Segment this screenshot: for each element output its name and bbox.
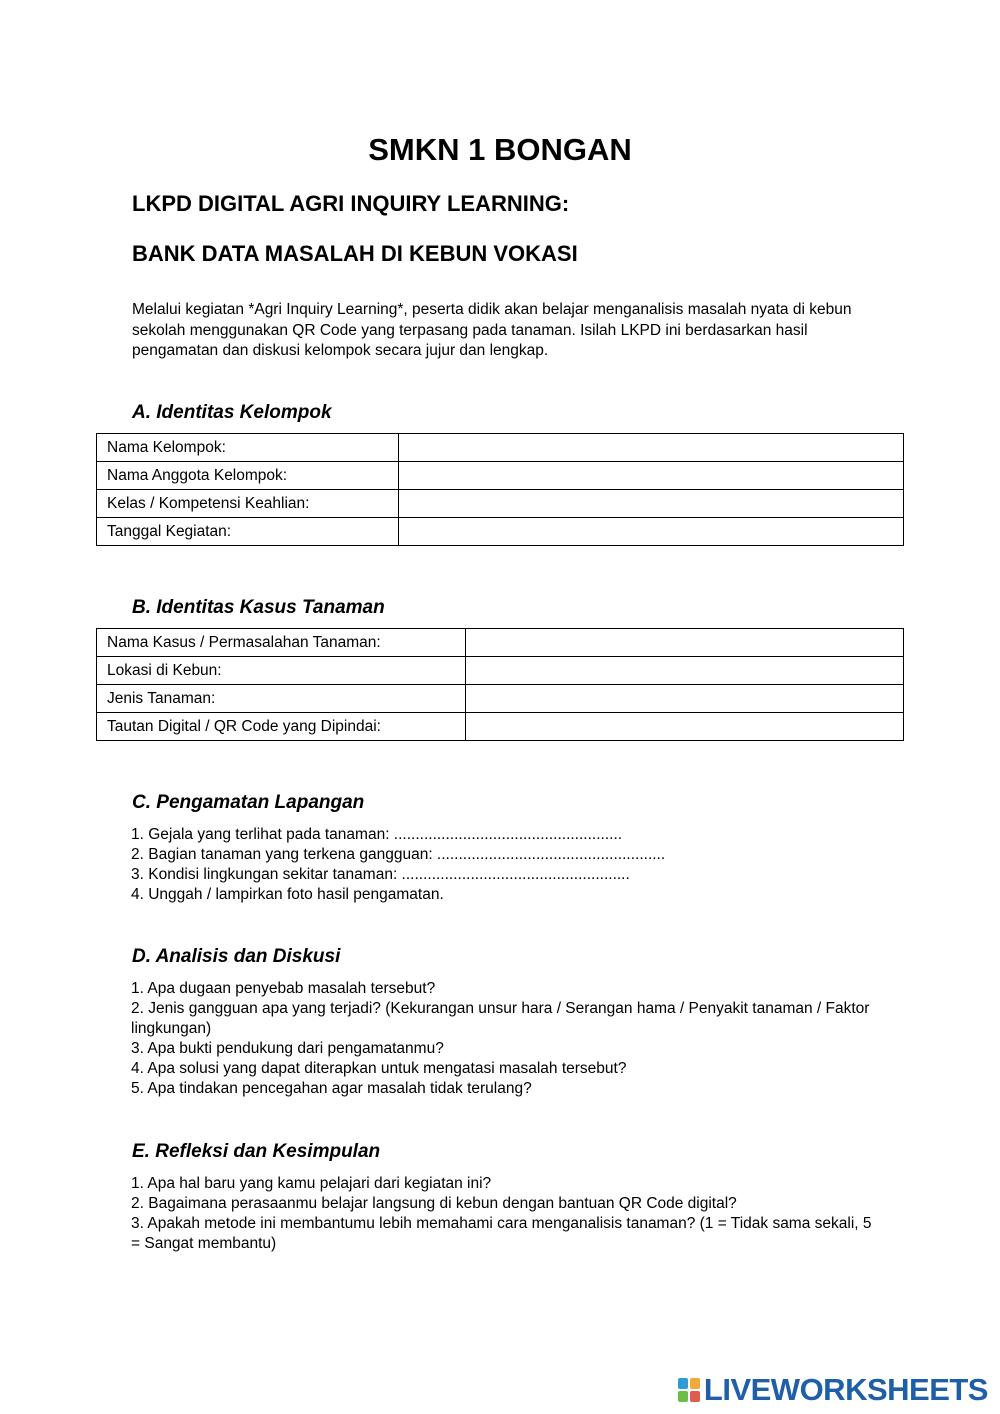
case-name-field[interactable] — [466, 629, 904, 657]
table-row — [97, 657, 904, 685]
logo-tile — [678, 1391, 688, 1402]
worksheet-subtitle: LKPD DIGITAL AGRI INQUIRY LEARNING: — [132, 191, 570, 216]
list-item: 2. Jenis gangguan apa yang terjadi? (Kekurangan unsur hara / Serangan hama / Penyakit tanaman / Faktor lingkungan) — [131, 1000, 870, 1037]
field-label: Kelas / Kompetensi Keahlian: — [97, 490, 399, 518]
group-identity-table — [96, 433, 904, 546]
list-item: 1. Apa hal baru yang kamu pelajari dari kegiatan ini? — [131, 1175, 492, 1192]
school-title: SMKN 1 BONGAN — [368, 132, 632, 167]
field-label: Nama Anggota Kelompok: — [97, 462, 399, 490]
table-row — [97, 518, 904, 546]
intro-paragraph: Melalui kegiatan *Agri Inquiry Learning*, peserta didik akan belajar menganalisis masalah nyata di kebun sekolah menggunakan QR Code yang terpasang pada tanaman. Isilah LKPD ini berdasarkan hasil pengamatan dan diskusi kelompok secara jujur dan lengkap. — [132, 301, 852, 359]
table-row — [97, 685, 904, 713]
liveworksheets-watermark — [678, 1372, 988, 1408]
list-item: 5. Apa tindakan pencegahan agar masalah tidak terulang? — [131, 1080, 532, 1097]
field-label: Nama Kasus / Permasalahan Tanaman: — [97, 629, 466, 657]
field-label: Jenis Tanaman: — [97, 685, 466, 713]
table-row — [97, 490, 904, 518]
observation-list — [131, 825, 876, 905]
list-item: 2. Bagaimana perasaanmu belajar langsung di kebun dengan bantuan QR Code digital? — [131, 1195, 737, 1212]
liveworksheets-wordmark: LIVEWORKSHEETS — [703, 1372, 988, 1407]
table-row — [97, 629, 904, 657]
section-e-heading: E. Refleksi dan Kesimpulan — [132, 1141, 381, 1162]
garden-location-field[interactable] — [466, 657, 904, 685]
field-label: Lokasi di Kebun: — [97, 657, 466, 685]
section-c-heading: C. Pengamatan Lapangan — [132, 792, 365, 813]
analysis-list — [131, 979, 876, 1099]
class-competency-field[interactable] — [399, 490, 904, 518]
activity-date-field[interactable] — [399, 518, 904, 546]
field-label: Nama Kelompok: — [97, 434, 399, 462]
qr-link-field[interactable] — [466, 713, 904, 741]
plant-type-field[interactable] — [466, 685, 904, 713]
worksheet-topic: BANK DATA MASALAH DI KEBUN VOKASI — [132, 241, 578, 266]
list-item: 3. Apakah metode ini membantumu lebih memahami cara menganalisis tanaman? (1 = Tidak sama sekali, 5 = Sangat membantu) — [131, 1215, 872, 1252]
field-label: Tanggal Kegiatan: — [97, 518, 399, 546]
list-item: 4. Unggah / lampirkan foto hasil pengamatan. — [131, 886, 444, 903]
section-a-heading: A. Identitas Kelompok — [132, 402, 332, 423]
table-row — [97, 462, 904, 490]
logo-tile — [678, 1378, 688, 1389]
section-d-heading: D. Analisis dan Diskusi — [132, 946, 341, 967]
group-members-field[interactable] — [399, 462, 904, 490]
list-item: 3. Apa bukti pendukung dari pengamatanmu? — [131, 1040, 444, 1057]
table-row — [97, 434, 904, 462]
list-item: 1. Gejala yang terlihat pada tanaman: ..................................................... — [131, 826, 623, 843]
group-name-field[interactable] — [399, 434, 904, 462]
section-b-heading: B. Identitas Kasus Tanaman — [132, 597, 385, 618]
logo-tile — [690, 1378, 700, 1389]
list-item: 3. Kondisi lingkungan sekitar tanaman: ..................................................... — [131, 866, 630, 883]
field-label: Tautan Digital / QR Code yang Dipindai: — [97, 713, 466, 741]
reflection-list — [131, 1174, 876, 1254]
logo-tile — [690, 1391, 700, 1402]
table-row — [97, 713, 904, 741]
plant-case-table — [96, 628, 904, 741]
list-item: 2. Bagian tanaman yang terkena gangguan: ..................................................... — [131, 846, 666, 863]
list-item: 4. Apa solusi yang dapat diterapkan untuk mengatasi masalah tersebut? — [131, 1060, 627, 1077]
list-item: 1. Apa dugaan penyebab masalah tersebut? — [131, 980, 436, 997]
liveworksheets-logo-icon — [678, 1378, 700, 1402]
